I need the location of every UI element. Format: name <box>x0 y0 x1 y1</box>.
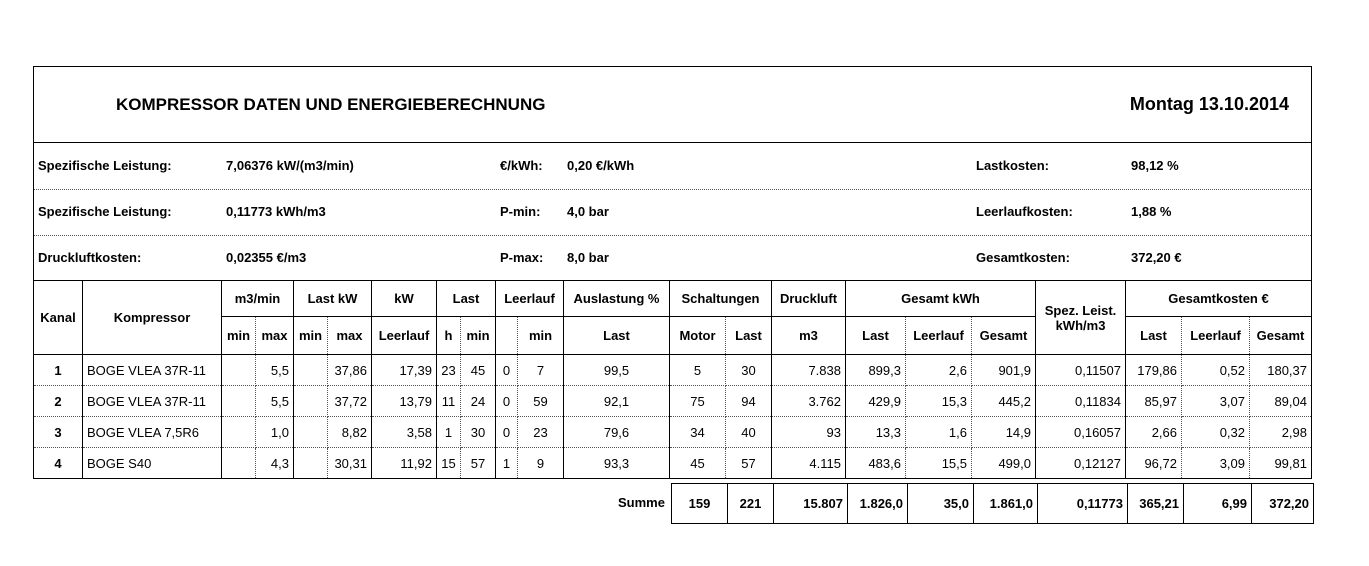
table-cell: 429,9 <box>846 386 906 417</box>
table-cell: 13,79 <box>372 386 437 417</box>
summe-cell: 1.826,0 <box>848 484 908 524</box>
table-cell: 40 <box>726 417 772 448</box>
info-label: P-max: <box>500 250 544 265</box>
table-cell: 0,11834 <box>1036 386 1126 417</box>
cell-kompressor: BOGE VLEA 37R-11 <box>83 355 222 386</box>
table-cell: 23 <box>437 355 461 386</box>
table-cell: 85,97 <box>1126 386 1182 417</box>
subheader: min <box>518 317 564 355</box>
col-header-leerlauf: Leerlauf <box>496 281 564 317</box>
table-cell: 0,16057 <box>1036 417 1126 448</box>
info-value: 4,0 bar <box>567 204 609 219</box>
col-header-gesamt-kwh: Gesamt kWh <box>846 281 1036 317</box>
table-cell <box>222 448 256 479</box>
table-cell: 96,72 <box>1126 448 1182 479</box>
cell-kanal: 2 <box>34 386 83 417</box>
table-cell: 0 <box>496 417 518 448</box>
table-cell: 15,5 <box>906 448 972 479</box>
table-cell: 15 <box>437 448 461 479</box>
cell-kanal: 3 <box>34 417 83 448</box>
table-cell: 0 <box>496 355 518 386</box>
subheader: Gesamt <box>1250 317 1312 355</box>
subheader: h <box>437 317 461 355</box>
table-cell: 23 <box>518 417 564 448</box>
info-row <box>34 189 1311 236</box>
summe-cell: 1.861,0 <box>974 484 1038 524</box>
table-cell: 11 <box>437 386 461 417</box>
table-cell: 2,66 <box>1126 417 1182 448</box>
table-cell: 899,3 <box>846 355 906 386</box>
title-bar <box>34 67 1311 143</box>
table-cell: 89,04 <box>1250 386 1312 417</box>
table-cell: 3,09 <box>1182 448 1250 479</box>
table-cell <box>222 355 256 386</box>
table-cell <box>294 355 328 386</box>
subheader: min <box>461 317 496 355</box>
table-cell <box>222 417 256 448</box>
table-cell: 445,2 <box>972 386 1036 417</box>
col-header-druckluft: Druckluft <box>772 281 846 317</box>
table-row <box>34 417 1312 448</box>
col-header-kw: kW <box>372 281 437 317</box>
info-label: €/kWh: <box>500 158 543 173</box>
table-cell: 11,92 <box>372 448 437 479</box>
table-cell: 2,6 <box>906 355 972 386</box>
table-row <box>34 448 1312 479</box>
table-cell: 37,72 <box>328 386 372 417</box>
cell-kanal: 1 <box>34 355 83 386</box>
table-cell <box>294 386 328 417</box>
col-header-lastkw: Last kW <box>294 281 372 317</box>
table-cell: 34 <box>670 417 726 448</box>
table-cell: 30,31 <box>328 448 372 479</box>
table-cell: 3,58 <box>372 417 437 448</box>
col-header-gesamtkosten: Gesamtkosten € <box>1126 281 1312 317</box>
info-label: Druckluftkosten: <box>38 250 142 265</box>
info-value: 0,11773 kWh/m3 <box>226 204 326 219</box>
table-cell <box>294 448 328 479</box>
table-cell: 14,9 <box>972 417 1036 448</box>
subheader: Last <box>726 317 772 355</box>
info-label: Lastkosten: <box>976 158 1049 173</box>
report-title: KOMPRESSOR DATEN UND ENERGIEBERECHNUNG <box>116 95 546 114</box>
table-cell: 79,6 <box>564 417 670 448</box>
summe-cell: 159 <box>672 484 728 524</box>
cell-kompressor: BOGE VLEA 7,5R6 <box>83 417 222 448</box>
table-cell: 13,3 <box>846 417 906 448</box>
table-cell: 9 <box>518 448 564 479</box>
table-cell: 7.838 <box>772 355 846 386</box>
table-row <box>34 355 1312 386</box>
subheader: Motor <box>670 317 726 355</box>
info-row <box>34 143 1311 190</box>
cell-kompressor: BOGE S40 <box>83 448 222 479</box>
summe-cell: 0,11773 <box>1038 484 1128 524</box>
summe-cell: 15.807 <box>774 484 848 524</box>
table-cell: 99,5 <box>564 355 670 386</box>
subheader: max <box>256 317 294 355</box>
info-value: 7,06376 kW/(m3/min) <box>226 158 354 173</box>
table-cell: 0,12127 <box>1036 448 1126 479</box>
col-header-kompressor: Kompressor <box>83 281 222 355</box>
subheader: Last <box>564 317 670 355</box>
table-cell: 15,3 <box>906 386 972 417</box>
compressor-table <box>33 280 1312 479</box>
table-cell: 75 <box>670 386 726 417</box>
subheader: min <box>222 317 256 355</box>
report-date: Montag 13.10.2014 <box>1129 94 1289 114</box>
cell-kanal: 4 <box>34 448 83 479</box>
subheader: Last <box>1126 317 1182 355</box>
summe-table <box>671 483 1314 524</box>
info-row <box>34 235 1311 281</box>
table-cell: 2,98 <box>1250 417 1312 448</box>
table-cell: 180,37 <box>1250 355 1312 386</box>
subheader: Leerlauf <box>372 317 437 355</box>
col-header-schaltungen: Schaltungen <box>670 281 772 317</box>
table-cell: 24 <box>461 386 496 417</box>
subheader: Leerlauf <box>1182 317 1250 355</box>
subheader: min <box>294 317 328 355</box>
subheader: Last <box>846 317 906 355</box>
table-cell: 3,07 <box>1182 386 1250 417</box>
table-cell: 94 <box>726 386 772 417</box>
info-value: 372,20 € <box>1131 250 1182 265</box>
table-cell: 901,9 <box>972 355 1036 386</box>
table-cell: 1,6 <box>906 417 972 448</box>
subheader: m3 <box>772 317 846 355</box>
table-cell: 1 <box>437 417 461 448</box>
table-cell: 4.115 <box>772 448 846 479</box>
table-row <box>34 386 1312 417</box>
col-header-m3min: m3/min <box>222 281 294 317</box>
table-cell: 179,86 <box>1126 355 1182 386</box>
table-cell: 0 <box>496 386 518 417</box>
table-cell: 57 <box>726 448 772 479</box>
table-cell: 93,3 <box>564 448 670 479</box>
info-label: Spezifische Leistung: <box>38 158 172 173</box>
table-cell: 1,0 <box>256 417 294 448</box>
col-header-auslastung: Auslastung % <box>564 281 670 317</box>
table-cell: 0,52 <box>1182 355 1250 386</box>
table-cell: 1 <box>496 448 518 479</box>
info-value: 8,0 bar <box>567 250 609 265</box>
info-label: Leerlaufkosten: <box>976 204 1073 219</box>
col-header-spez-leist: Spez. Leist. kWh/m3 <box>1036 281 1126 355</box>
table-cell: 5,5 <box>256 355 294 386</box>
info-label: P-min: <box>500 204 541 219</box>
col-header-last: Last <box>437 281 496 317</box>
subheader: max <box>328 317 372 355</box>
subheader: Leerlauf <box>906 317 972 355</box>
subheader: Gesamt <box>972 317 1036 355</box>
table-cell <box>222 386 256 417</box>
info-value: 1,88 % <box>1131 204 1172 219</box>
table-cell: 57 <box>461 448 496 479</box>
info-value: 0,02355 €/m3 <box>226 250 307 265</box>
table-cell: 0,11507 <box>1036 355 1126 386</box>
summe-cell: 221 <box>728 484 774 524</box>
table-cell: 3.762 <box>772 386 846 417</box>
table-cell <box>294 417 328 448</box>
table-cell: 37,86 <box>328 355 372 386</box>
info-label: Gesamtkosten: <box>976 250 1070 265</box>
table-cell: 92,1 <box>564 386 670 417</box>
info-label: Spezifische Leistung: <box>38 204 172 219</box>
col-header-kanal: Kanal <box>34 281 83 355</box>
table-cell: 499,0 <box>972 448 1036 479</box>
table-cell: 59 <box>518 386 564 417</box>
table-cell: 7 <box>518 355 564 386</box>
table-cell: 8,82 <box>328 417 372 448</box>
summe-cell: 35,0 <box>908 484 974 524</box>
table-cell: 17,39 <box>372 355 437 386</box>
table-cell: 30 <box>461 417 496 448</box>
table-cell: 483,6 <box>846 448 906 479</box>
info-value: 98,12 % <box>1131 158 1179 173</box>
table-cell: 93 <box>772 417 846 448</box>
summe-cell: 372,20 <box>1252 484 1314 524</box>
table-cell: 45 <box>670 448 726 479</box>
summe-cell: 365,21 <box>1128 484 1184 524</box>
summe-label: Summe <box>618 495 665 510</box>
table-cell: 5,5 <box>256 386 294 417</box>
table-cell: 0,32 <box>1182 417 1250 448</box>
table-cell: 99,81 <box>1250 448 1312 479</box>
cell-kompressor: BOGE VLEA 37R-11 <box>83 386 222 417</box>
subheader <box>496 317 518 355</box>
table-cell: 5 <box>670 355 726 386</box>
info-value: 0,20 €/kWh <box>567 158 635 173</box>
summe-cell: 6,99 <box>1184 484 1252 524</box>
table-cell: 45 <box>461 355 496 386</box>
table-cell: 4,3 <box>256 448 294 479</box>
table-cell: 30 <box>726 355 772 386</box>
